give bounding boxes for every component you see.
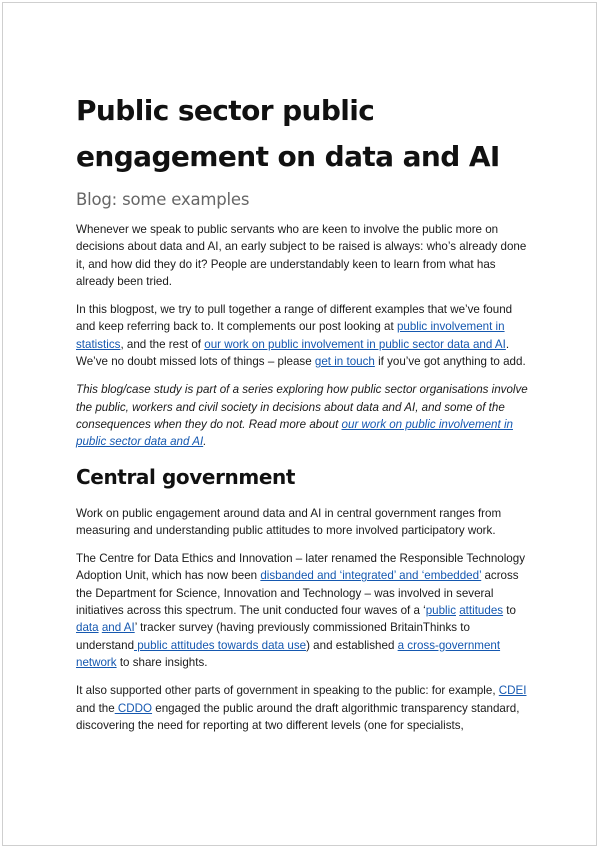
- page-title: Public sector public engagement on data and AI: [76, 94, 500, 173]
- blogpost-paragraph: [76, 301, 531, 370]
- text-run: ’ tracker survey (having previously commissioned BritainThinks to understand: [76, 621, 470, 652]
- central-gov-intro-paragraph: Work on public engagement around data and AI in central government ranges from measuring and understanding public attitudes to more involved participatory work.: [76, 506, 502, 537]
- text-run: to share insights.: [116, 655, 208, 669]
- link-cdei[interactable]: CDEI: [498, 684, 527, 698]
- text-run: across the Department for Science, Innovation and Technology – was involved in several initiatives across this spectrum. The unit conducted four waves of a ‘: [76, 569, 519, 618]
- link-and-ai[interactable]: and AI: [101, 621, 135, 635]
- text-run: In this blogpost, we try to pull together a range of different examples that we’ve found and keep referring back to. It complements our post looking at: [76, 303, 513, 334]
- text-run: to: [503, 604, 516, 618]
- link-cddo[interactable]: CDDO: [114, 701, 153, 715]
- page-subtitle: Blog: some examples: [76, 190, 250, 209]
- intro-paragraph: Whenever we speak to public servants who are keen to involve the public more on decisions about data and AI, an early subject to be raised is always: who’s already done it, and how did they do it? People are understandably keen to learn from what has already been tried.: [76, 223, 527, 288]
- text-run: if you’ve got anything to add.: [374, 355, 526, 369]
- section-heading-central-government: Central government: [76, 464, 295, 489]
- document-page: [2, 2, 597, 846]
- text-run: It also supported other parts of government in speaking to the public: for example,: [76, 684, 499, 698]
- series-note-paragraph: [76, 381, 531, 450]
- text-run: This blog/case study is part of a series exploring how public sector organisations involve the public, workers and civil society in decisions about data and AI, and some of the consequences when they do not. Read more about: [76, 383, 528, 431]
- link-public[interactable]: public: [425, 604, 456, 618]
- text-run: The Centre for Data Ethics and Innovation – later renamed the Responsible Technology Adoption Unit, which has now been: [76, 552, 525, 583]
- text-run: ) and established: [306, 638, 398, 652]
- link-read-more-our-work[interactable]: our work on public involvement in public sector data and AI: [76, 417, 513, 449]
- link-our-work[interactable]: our work on public involvement in public sector data and AI: [204, 337, 506, 351]
- link-attitudes[interactable]: attitudes: [459, 604, 504, 618]
- link-get-in-touch[interactable]: get in touch: [314, 355, 375, 369]
- cdei-paragraph: [76, 550, 531, 671]
- text-run: . We’ve no doubt missed lots of things – please: [76, 337, 510, 369]
- text-run: .: [203, 435, 207, 449]
- link-cross-government-network[interactable]: a cross-government network: [76, 638, 501, 669]
- link-public-involvement-statistics[interactable]: public involvement in statistics: [76, 320, 505, 351]
- text-run: , and the rest of: [120, 337, 205, 351]
- text-run: engaged the public around the draft algorithmic transparency standard, discovering the need for reporting at two different levels (one for specialists,: [76, 701, 520, 732]
- link-public-attitudes-data-use[interactable]: public attitudes towards data use: [134, 638, 307, 652]
- link-disbanded[interactable]: disbanded and ‘integrated’ and ‘embedded’: [260, 569, 482, 583]
- link-data[interactable]: data: [76, 621, 99, 635]
- article-body: [76, 88, 531, 745]
- transparency-paragraph: [76, 682, 531, 734]
- text-run: and the: [76, 701, 115, 715]
